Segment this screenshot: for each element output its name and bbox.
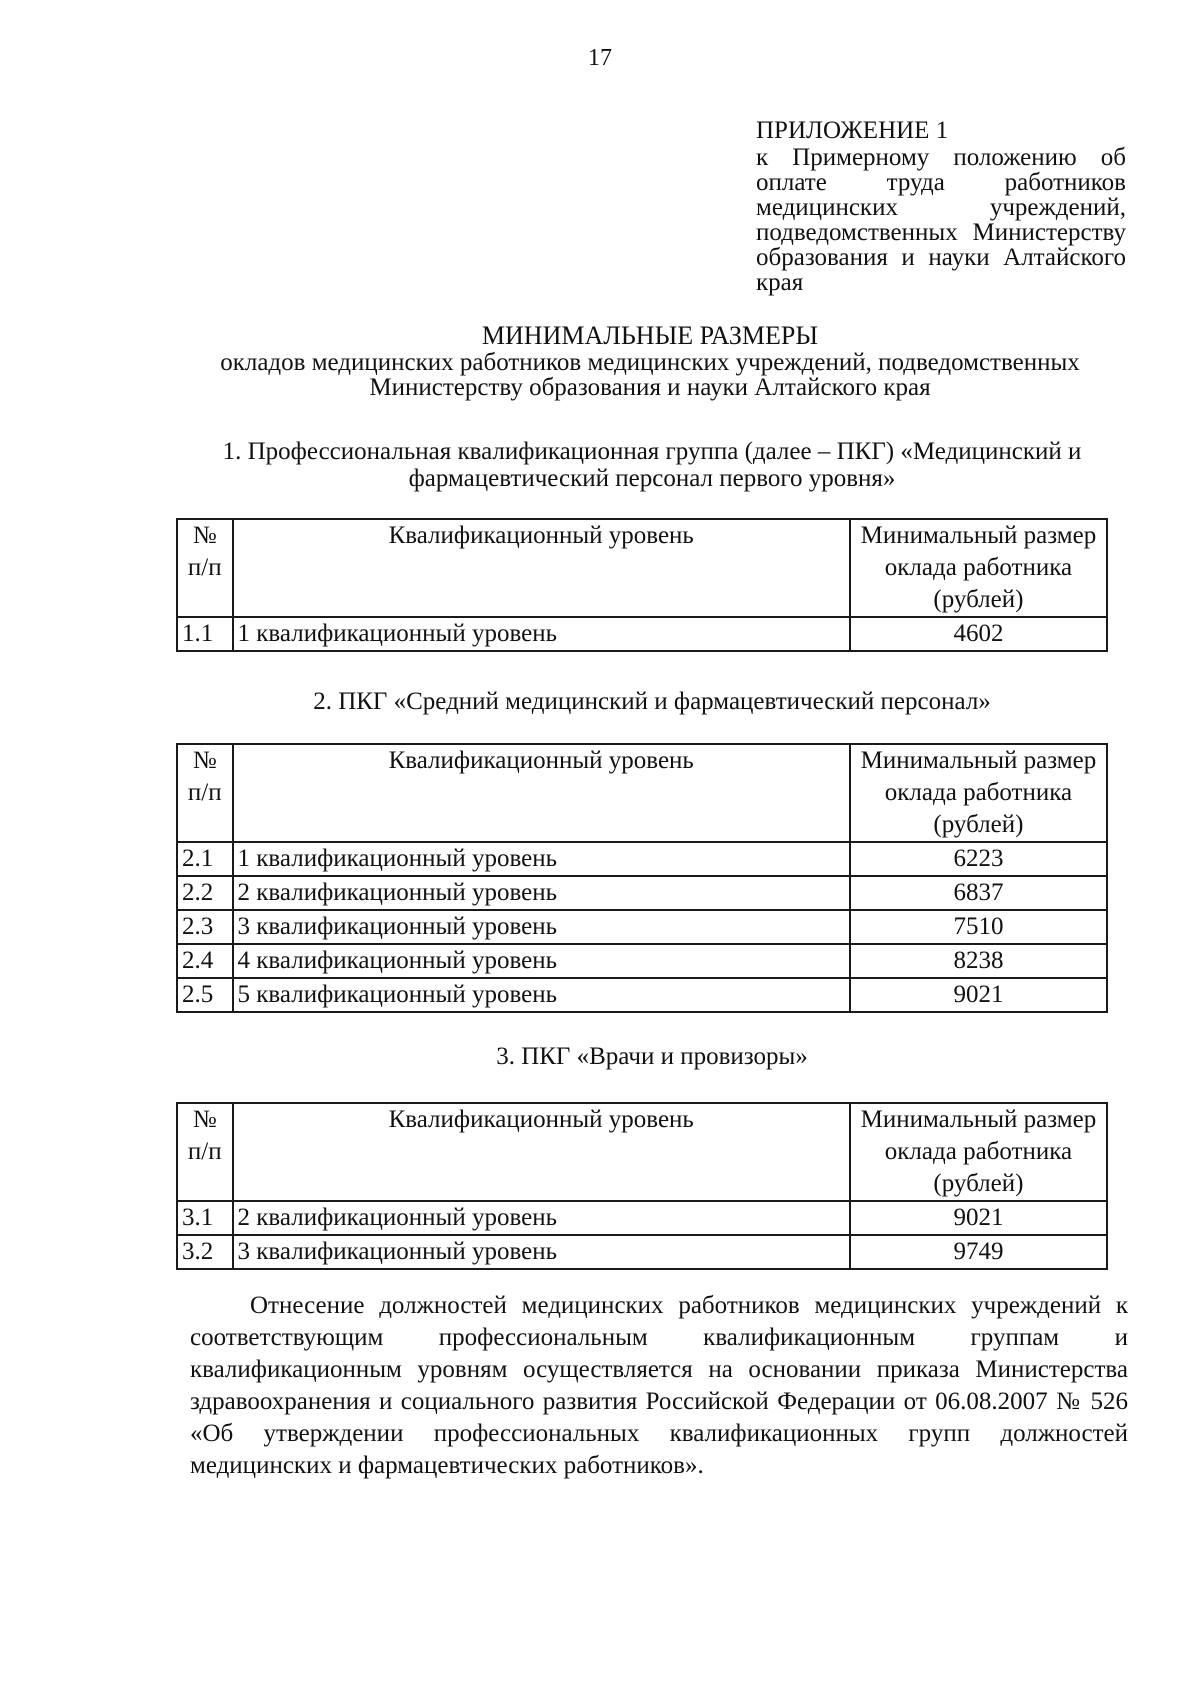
- row-num: 3.1: [177, 1201, 233, 1235]
- appendix-title: ПРИЛОЖЕНИЕ 1: [756, 117, 949, 144]
- row-num: 2.1: [177, 842, 233, 876]
- row-level: 5 квалификационный уровень: [233, 978, 850, 1012]
- header-num: № п/п: [177, 1103, 233, 1201]
- row-num: 2.5: [177, 978, 233, 1012]
- row-level: 1 квалификационный уровень: [233, 842, 850, 876]
- closing-paragraph: Отнесение должностей медицинских работников медицинских учреждений к соответствующим профессиональным квалификационным группам и квалификационным уровням осуществляется на основании приказа Министерства здравоохранения и социального развития Российской Федерации от 06.08.2007 № 526 «Об утверждении профессиональных квалификационных групп должностей медицинских и фармацевтических работников».: [190, 1292, 1128, 1479]
- row-salary: 4602: [850, 617, 1107, 651]
- header-salary: Минимальный размер оклада работника (рублей): [850, 744, 1107, 842]
- grade-table-3: [176, 1102, 1108, 1270]
- table-header-row: [177, 1103, 1107, 1201]
- row-num: 2.2: [177, 876, 233, 910]
- document-title-main: МИНИМАЛЬНЫЕ РАЗМЕРЫ: [481, 321, 819, 350]
- table-row: [177, 876, 1107, 910]
- table-row: [177, 1235, 1107, 1269]
- grade-table-1: [176, 518, 1108, 652]
- appendix-text: к Примерному положению об оплате труда работников медицинских учреждений, подведомственных Министерству образования и науки Алтайского края: [756, 144, 1126, 296]
- row-level: 4 квалификационный уровень: [233, 944, 850, 978]
- header-level: Квалификационный уровень: [233, 744, 850, 842]
- row-salary: 9021: [850, 978, 1107, 1012]
- appendix-block: [756, 118, 1126, 295]
- row-level: 3 квалификационный уровень: [233, 1235, 850, 1269]
- document-title-subtitle: окладов медицинских работников медицинских учреждений, подведомственных Министерству образования и науки Алтайского края: [220, 349, 1080, 401]
- section-heading-2: 2. ПКГ «Средний медицинский и фармацевтический персонал»: [313, 688, 991, 715]
- row-num: 2.3: [177, 910, 233, 944]
- document-title: [170, 322, 1130, 400]
- header-num: № п/п: [177, 519, 233, 617]
- row-level: 2 квалификационный уровень: [233, 876, 850, 910]
- table-row: [177, 944, 1107, 978]
- table-header-row: [177, 519, 1107, 617]
- table-row: [177, 617, 1107, 651]
- row-num: 3.2: [177, 1235, 233, 1269]
- row-salary: 6837: [850, 876, 1107, 910]
- header-num: № п/п: [177, 744, 233, 842]
- section-heading-1: 1. Профессиональная квалификационная группа (далее – ПКГ) «Медицинский и фармацевтический персонал первого уровня»: [222, 438, 1082, 492]
- row-num: 1.1: [177, 617, 233, 651]
- page-number: 17: [588, 45, 612, 71]
- table-row: [177, 910, 1107, 944]
- header-level: Квалификационный уровень: [233, 519, 850, 617]
- table-header-row: [177, 744, 1107, 842]
- header-level: Квалификационный уровень: [233, 1103, 850, 1201]
- row-salary: 9021: [850, 1201, 1107, 1235]
- table-row: [177, 978, 1107, 1012]
- row-salary: 8238: [850, 944, 1107, 978]
- row-salary: 6223: [850, 842, 1107, 876]
- row-level: 3 квалификационный уровень: [233, 910, 850, 944]
- section-heading-3: 3. ПКГ «Врачи и провизоры»: [496, 1043, 808, 1070]
- table-row: [177, 842, 1107, 876]
- header-salary: Минимальный размер оклада работника (рублей): [850, 519, 1107, 617]
- row-num: 2.4: [177, 944, 233, 978]
- grade-table-2: [176, 743, 1108, 1013]
- header-salary: Минимальный размер оклада работника (рублей): [850, 1103, 1107, 1201]
- row-salary: 9749: [850, 1235, 1107, 1269]
- row-salary: 7510: [850, 910, 1107, 944]
- table-row: [177, 1201, 1107, 1235]
- row-level: 1 квалификационный уровень: [233, 617, 850, 651]
- row-level: 2 квалификационный уровень: [233, 1201, 850, 1235]
